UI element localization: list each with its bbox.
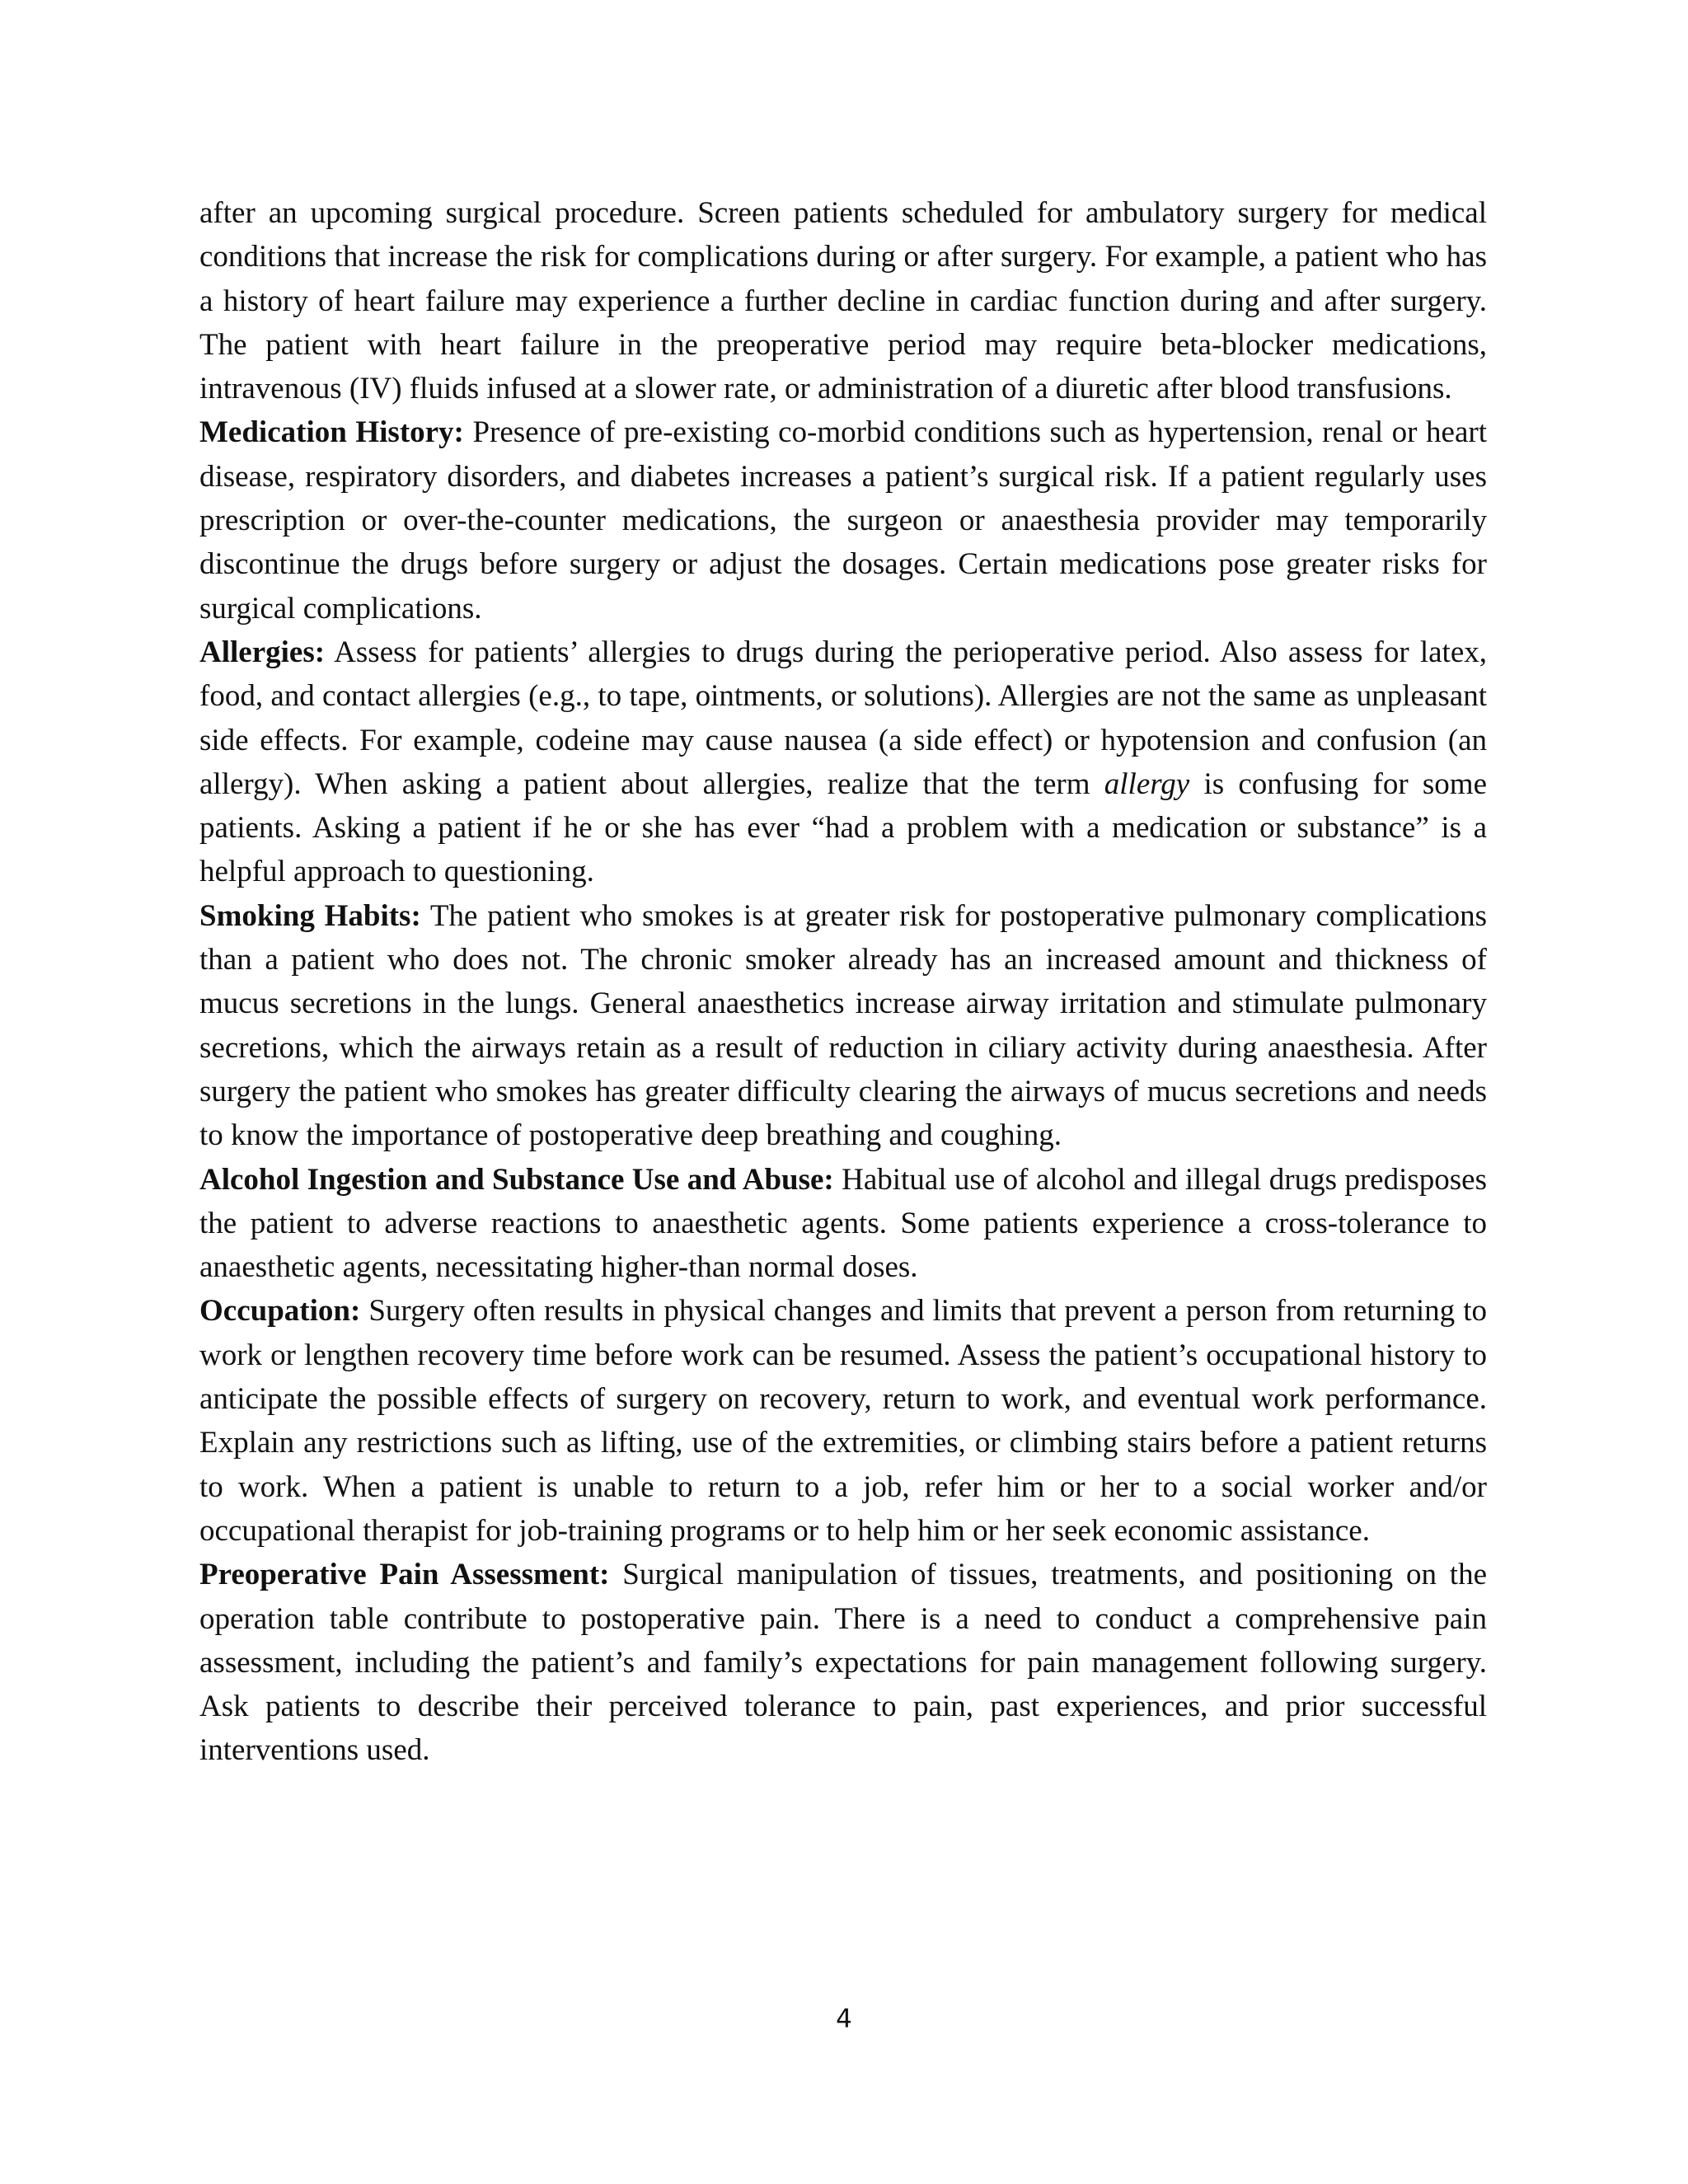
section-heading: Alcohol Ingestion and Substance Use and Abuse: xyxy=(199,1162,834,1197)
section-text: Surgical manipulation of tissues, treatments, and positioning on the operation table contribute to postoperative pain. There is a need to conduct a comprehensive pain assessment, including the patient’s and family’s expectations for pain management following surgery. Ask patients to describe their perceived tolerance to pain, past experiences, and prior successful interventions used. xyxy=(199,1558,1487,1768)
section-heading: Allergies: xyxy=(199,635,326,669)
section-text: Surgery often results in physical changes and limits that prevent a person from returning to work or lengthen recovery time before work can be resumed. Assess the patient’s occupational history to anticipate the possible effects of surgery on recovery, return to work, and eventual work performance. Explain any restrictions such as lifting, use of the extremities, or climbing stairs before a patient returns to work. When a patient is unable to return to a job, refer him or her to a social worker and/or occupational therapist for job-training programs or to help him or her seek economic assistance. xyxy=(199,1294,1487,1548)
section-preoperative-pain-assessment xyxy=(199,1553,1487,1772)
section-text: The patient who smokes is at greater risk for postoperative pulmonary complications than a patient who does not. The chronic smoker already has an increased amount and thickness of mucus secretions in the lungs. General anaesthetics increase airway irritation and stimulate pulmonary secretions, which the airways retain as a result of reduction in ciliary activity during anaesthesia. After surgery the patient who smokes has greater difficulty clearing the airways of mucus secretions and needs to know the importance of postoperative deep breathing and coughing. xyxy=(199,898,1488,1153)
section-medication-history xyxy=(199,410,1487,630)
section-text: Presence of pre-existing co-morbid conditions such as hypertension, renal or heart disease, respiratory disorders, and diabetes increases a patient’s surgical risk. If a patient regularly uses prescription or over-the-counter medications, the surgeon or anaesthesia provider may temporarily discontinue the drugs before surgery or adjust the dosages. Certain medications pose greater risks for surgical complications. xyxy=(199,415,1487,626)
intro-text: after an upcoming surgical procedure. Screen patients scheduled for ambulatory surgery for medical conditions that increase the risk for complications during or after surgery. For example, a patient who has a history of heart failure may experience a further decline in cardiac function during and after surgery. The patient with heart failure in the preoperative period may require beta-blocker medications, intravenous (IV) fluids infused at a slower rate, or administration of a diuretic after blood transfusions. xyxy=(199,196,1487,406)
section-text: Assess for patients’ allergies to drugs during the perioperative period. Also assess for latex, food, and contact allergies (e.g., to tape, ointments, or solutions). Allergies are not the same as unpleasant side effects. For example, codeine may cause nausea (a side effect) or hypotension and confusion (an allergy). When asking a patient about allergies, realize that the term xyxy=(199,635,1487,801)
page-number: 4 xyxy=(836,2004,852,2034)
section-heading: Preoperative Pain Assessment: xyxy=(199,1558,610,1592)
section-allergies xyxy=(199,630,1487,894)
section-occupation xyxy=(199,1289,1487,1553)
section-text: Habitual use of alcohol and illegal drugs predisposes the patient to adverse reactions to anaesthetic agents. Some patients experience a cross-tolerance to anaesthetic agents, necessitating higher-than normal doses. xyxy=(199,1162,1487,1285)
section-heading: Smoking Habits: xyxy=(199,898,421,933)
italic-term: allergy xyxy=(1104,766,1190,801)
section-text-continued: is confusing for some patients. Asking a patient if he or she has ever “had a problem with a medication or substance” is a helpful approach to questioning. xyxy=(199,766,1487,889)
page-body xyxy=(199,191,1487,1773)
section-heading: Occupation: xyxy=(199,1294,361,1329)
section-smoking-habits xyxy=(199,894,1487,1158)
intro-paragraph xyxy=(199,191,1487,410)
section-heading: Medication History: xyxy=(199,415,464,450)
section-alcohol-substance-use xyxy=(199,1158,1487,1290)
